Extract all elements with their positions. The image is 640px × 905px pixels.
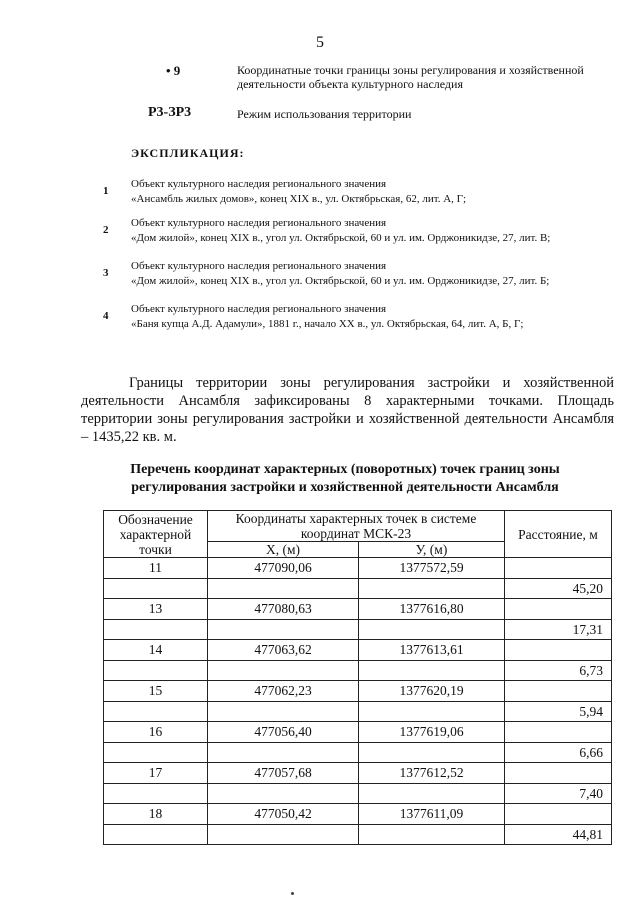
x-cell: 477056,40 <box>208 722 359 743</box>
empty-cell <box>359 743 505 763</box>
table-row <box>104 804 612 825</box>
header-y: У, (м) <box>359 542 505 558</box>
distance-cell: 5,94 <box>505 702 612 722</box>
legend-symbol: • 9 <box>166 63 181 78</box>
point-cell: 13 <box>104 599 208 620</box>
explication-text <box>131 177 631 207</box>
empty-cell <box>359 784 505 804</box>
empty-cell <box>208 579 359 599</box>
explication-item <box>0 302 640 336</box>
distance-cell: 17,31 <box>505 620 612 640</box>
explication-line: Объект культурного наследия регионального значения <box>131 303 387 315</box>
explication-number: 4 <box>103 310 109 322</box>
legend-text: Координатные точки границы зоны регулирования и хозяйственной деятельности объекта культурного наследия <box>237 63 584 91</box>
header-coordinates: Координаты характерных точек в системе координат МСК-23 <box>208 511 505 542</box>
y-cell: 1377611,09 <box>359 804 505 825</box>
explication-text <box>131 259 631 289</box>
x-cell: 477057,68 <box>208 763 359 784</box>
y-cell: 1377613,61 <box>359 640 505 661</box>
distance-cell: 44,81 <box>505 825 612 845</box>
legend-symbol: Р3-ЗР3 <box>148 105 192 120</box>
empty-cell <box>505 763 612 784</box>
empty-cell <box>505 681 612 702</box>
point-cell: 18 <box>104 804 208 825</box>
point-cell: 14 <box>104 640 208 661</box>
x-cell: 477050,42 <box>208 804 359 825</box>
empty-cell <box>359 579 505 599</box>
point-cell: 17 <box>104 763 208 784</box>
coordinates-body <box>104 558 612 845</box>
empty-cell <box>359 702 505 722</box>
header-distance: Расстояние, м <box>505 511 612 558</box>
table-row <box>104 640 612 661</box>
table-row <box>104 763 612 784</box>
distance-row <box>104 743 612 763</box>
table-row <box>104 599 612 620</box>
explication-text <box>131 216 631 246</box>
explication-line: «Ансамбль жилых домов», конец XIX в., ул. Октябрьская, 62, лит. А, Г; <box>131 193 467 205</box>
explication-item <box>0 259 640 293</box>
header-x: X, (м) <box>208 542 359 558</box>
empty-cell <box>505 804 612 825</box>
distance-row <box>104 784 612 804</box>
empty-cell <box>208 743 359 763</box>
empty-cell <box>505 558 612 579</box>
explication-item <box>0 177 640 211</box>
empty-cell <box>208 702 359 722</box>
empty-cell <box>104 620 208 640</box>
y-cell: 1377620,19 <box>359 681 505 702</box>
table-row <box>104 681 612 702</box>
distance-row <box>104 579 612 599</box>
empty-cell <box>104 579 208 599</box>
y-cell: 1377572,59 <box>359 558 505 579</box>
scan-mark <box>291 892 294 895</box>
explication-item <box>0 216 640 250</box>
explication-number: 2 <box>103 224 109 236</box>
x-cell: 477063,62 <box>208 640 359 661</box>
description-paragraph <box>81 374 614 446</box>
empty-cell <box>104 743 208 763</box>
explication-line: «Дом жилой», конец XIX в., угол ул. Октябрьской, 60 и ул. им. Орджоникидзе, 27, лит. В; <box>131 232 551 244</box>
empty-cell <box>359 620 505 640</box>
table-title: Перечень координат характерных (поворотных) точек границ зоны регулирования застройки и хозяйственной деятельности Ансамбля <box>130 462 560 495</box>
empty-cell <box>505 722 612 743</box>
point-cell: 15 <box>104 681 208 702</box>
empty-cell <box>359 661 505 681</box>
distance-cell: 6,73 <box>505 661 612 681</box>
legend-text: Режим использования территории <box>237 107 412 121</box>
empty-cell <box>208 620 359 640</box>
description-text: Границы территории зоны регулирования застройки и хозяйственной деятельности Ансамбля зафиксированы 8 характерными точками. Площадь территории зоны регулирования застройки и хозяйственной деятельности Ансамбля – 1435,22 кв. м. <box>81 375 614 445</box>
distance-cell: 6,66 <box>505 743 612 763</box>
empty-cell <box>104 825 208 845</box>
y-cell: 1377619,06 <box>359 722 505 743</box>
explication-text <box>131 302 631 332</box>
y-cell: 1377612,52 <box>359 763 505 784</box>
coordinates-table <box>103 510 612 845</box>
explication-number: 3 <box>103 267 109 279</box>
distance-row <box>104 661 612 681</box>
distance-row <box>104 825 612 845</box>
explication-number: 1 <box>103 185 109 197</box>
empty-cell <box>505 640 612 661</box>
table-row <box>104 722 612 743</box>
distance-row <box>104 702 612 722</box>
empty-cell <box>208 661 359 681</box>
distance-cell: 45,20 <box>505 579 612 599</box>
table-row <box>104 558 612 579</box>
empty-cell <box>104 702 208 722</box>
empty-cell <box>104 661 208 681</box>
empty-cell <box>505 599 612 620</box>
distance-row <box>104 620 612 640</box>
x-cell: 477062,23 <box>208 681 359 702</box>
point-cell: 16 <box>104 722 208 743</box>
empty-cell <box>208 825 359 845</box>
distance-cell: 7,40 <box>505 784 612 804</box>
point-cell: 11 <box>104 558 208 579</box>
explication-line: «Дом жилой», конец XIX в., угол ул. Октябрьской, 60 и ул. им. Орджоникидзе, 27, лит. Б; <box>131 275 550 287</box>
empty-cell <box>359 825 505 845</box>
empty-cell <box>104 784 208 804</box>
y-cell: 1377616,80 <box>359 599 505 620</box>
explication-title: ЭКСПЛИКАЦИЯ: <box>131 146 245 160</box>
explication-line: «Баня купца А.Д. Адамули», 1881 г., начало XX в., ул. Октябрьская, 64, лит. А, Б, Г; <box>131 318 524 330</box>
explication-line: Объект культурного наследия регионального значения <box>131 217 387 229</box>
explication-line: Объект культурного наследия регионального значения <box>131 260 387 272</box>
empty-cell <box>208 784 359 804</box>
x-cell: 477080,63 <box>208 599 359 620</box>
page-number: 5 <box>316 34 324 51</box>
explication-line: Объект культурного наследия регионального значения <box>131 178 387 190</box>
header-point: Обозначение характерной точки <box>104 511 208 558</box>
x-cell: 477090,06 <box>208 558 359 579</box>
